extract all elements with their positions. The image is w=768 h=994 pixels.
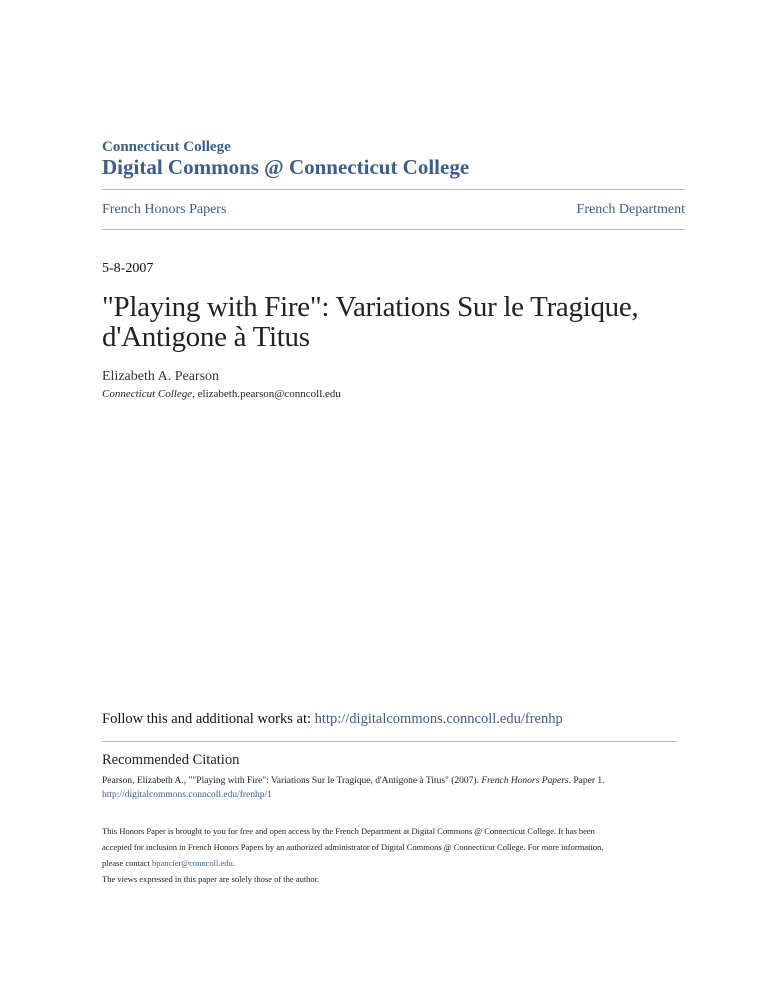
series-link[interactable]: French Honors Papers — [102, 202, 227, 217]
divider-top — [102, 189, 685, 190]
divider-nav — [102, 229, 685, 230]
citation-series: French Honors Papers — [481, 776, 569, 786]
affiliation-email: , elizabeth.pearson@conncoll.edu — [192, 388, 341, 400]
author-name: Elizabeth A. Pearson — [102, 369, 220, 384]
repository-name[interactable]: Digital Commons @ Connecticut College — [102, 155, 470, 179]
notice-line-1: This Honors Paper is brought to you for free and open access by the French Department at Digital Commons @ Connecticut College. It has been — [102, 826, 595, 836]
title-line-1: "Playing with Fire": Variations Sur le Tragique, — [102, 291, 639, 323]
divider-citation — [102, 741, 677, 742]
department-link[interactable]: French Department — [576, 202, 685, 217]
notice-line-4: The views expressed in this paper are solely those of the author. — [102, 874, 320, 884]
author-affiliation — [102, 388, 341, 400]
citation-text — [102, 774, 712, 802]
affiliation-institution: Connecticut College — [102, 388, 193, 400]
citation-heading: Recommended Citation — [102, 752, 240, 768]
access-notice — [102, 823, 682, 887]
contact-email-link[interactable]: bpancier@conncoll.edu — [152, 858, 233, 868]
follow-line — [102, 711, 563, 728]
citation-main: Pearson, Elizabeth A., ""Playing with Fire": Variations Sur le Tragique, d'Antigone à Titus" (2007). — [102, 776, 482, 786]
paper-title — [102, 292, 662, 352]
publication-date: 5-8-2007 — [102, 261, 154, 276]
citation-link[interactable]: http://digitalcommons.conncoll.edu/frenhp/1 — [102, 790, 272, 800]
follow-label: Follow this and additional works at: — [102, 711, 315, 727]
citation-tail: . Paper 1. — [568, 776, 605, 786]
notice-line-2: accepted for inclusion in French Honors Papers by an authorized administrator of Digital Commons @ Connecticut College. For more information, — [102, 842, 604, 852]
notice-line-3-pre: please contact — [102, 858, 153, 868]
follow-link[interactable]: http://digitalcommons.conncoll.edu/frenhp — [314, 711, 563, 727]
notice-line-3-post: . — [232, 858, 235, 868]
title-line-2: d'Antigone à Titus — [102, 321, 310, 353]
institution-name: Connecticut College — [102, 139, 231, 155]
